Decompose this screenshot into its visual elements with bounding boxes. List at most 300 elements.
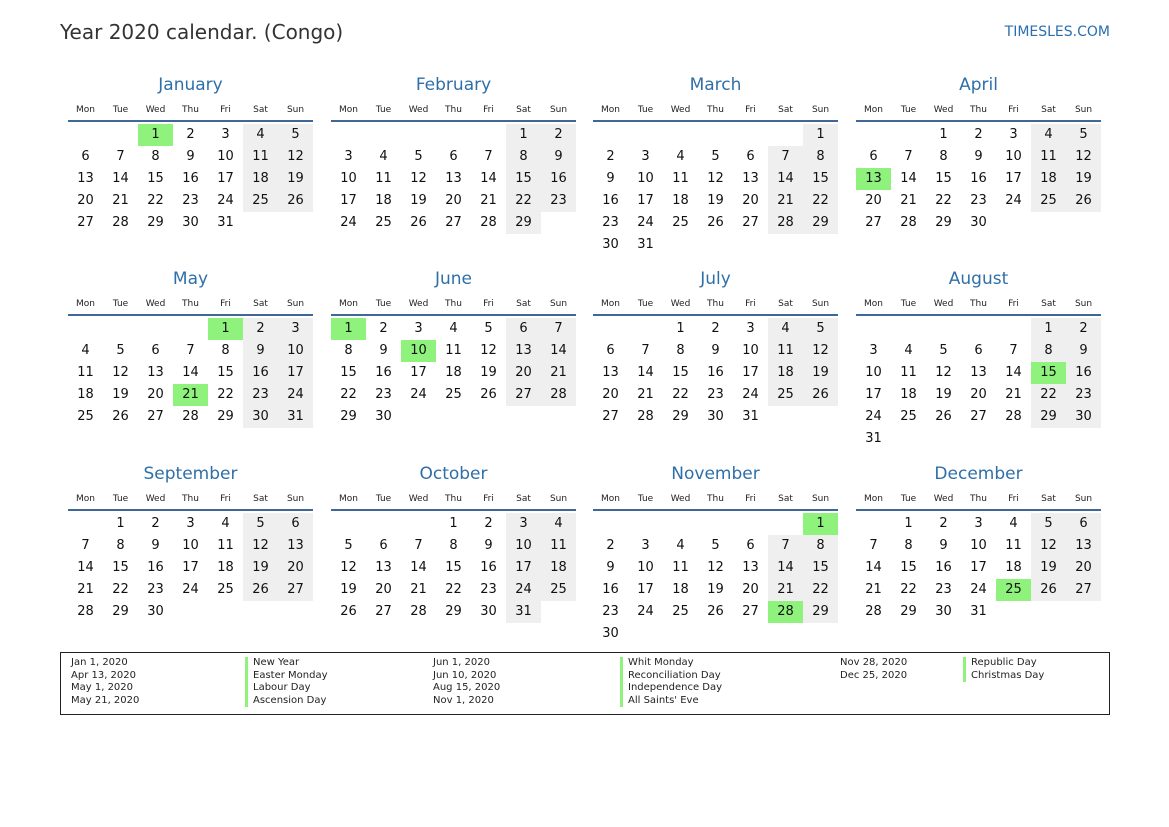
day-cell: 20 [742, 582, 759, 597]
weekday-label: Tue [375, 105, 392, 115]
empty-cell [698, 124, 733, 146]
day-cell: 18 [1031, 168, 1066, 190]
month-title: December [934, 464, 1023, 484]
day-cell: 9 [484, 538, 493, 553]
weekday-label: Mon [864, 299, 883, 309]
day-cell: 7 [484, 149, 493, 164]
day-cell: 5 [803, 318, 838, 340]
day-cell: 22 [445, 582, 462, 597]
day-cell: 9 [974, 149, 983, 164]
day-cell: 2 [243, 318, 278, 340]
weekday-header [593, 100, 838, 122]
weekday-label: Tue [637, 299, 654, 309]
weekday-label: Sat [1041, 299, 1056, 309]
month-title: April [959, 75, 998, 95]
day-cell: 18 [445, 365, 462, 380]
day-cell: 16 [1066, 362, 1101, 384]
day-grid [68, 124, 313, 234]
day-cell: 6 [606, 343, 615, 358]
day-cell: 21 [541, 362, 576, 384]
day-cell: 13 [375, 560, 392, 575]
day-cell: 28 [77, 604, 94, 619]
day-cell: 23 [541, 190, 576, 212]
day-cell: 8 [151, 149, 160, 164]
day-cell: 11 [900, 365, 917, 380]
day-cell: 8 [221, 343, 230, 358]
day-cell: 16 [480, 560, 497, 575]
day-cell: 29 [112, 604, 129, 619]
day-cell: 10 [970, 538, 987, 553]
day-cell: 10 [742, 343, 759, 358]
day-cell: 19 [707, 582, 724, 597]
day-cell: 19 [1031, 557, 1066, 579]
day-cell: 13 [1066, 535, 1101, 557]
day-cell: 19 [707, 193, 724, 208]
weekday-label: Tue [112, 494, 129, 504]
day-cell: 27 [445, 215, 462, 230]
weekday-label: Fri [1008, 299, 1019, 309]
holiday-legend [60, 652, 1110, 715]
day-cell: 12 [935, 365, 952, 380]
day-cell: 28 [541, 384, 576, 406]
empty-cell [366, 124, 401, 146]
month-august [856, 268, 1101, 450]
weekday-header [331, 294, 576, 316]
day-cell: 8 [904, 538, 913, 553]
day-cell: 11 [768, 340, 803, 362]
weekday-label: Sun [1074, 299, 1093, 309]
day-cell: 25 [541, 579, 576, 601]
weekday-header [856, 100, 1101, 122]
empty-cell [733, 124, 768, 146]
day-cell: 2 [186, 127, 195, 142]
day-cell: 15 [803, 168, 838, 190]
day-cell: 30 [707, 409, 724, 424]
day-cell: 6 [449, 149, 458, 164]
day-cell: 25 [243, 190, 278, 212]
day-cell: 8 [803, 535, 838, 557]
day-cell: 28 [410, 604, 427, 619]
day-cell: 15 [217, 365, 234, 380]
day-cell: 24 [1005, 193, 1022, 208]
weekday-label: Sun [549, 105, 568, 115]
weekday-label: Wed [670, 105, 691, 115]
weekday-label: Thu [445, 105, 462, 115]
day-cell: 11 [375, 171, 392, 186]
day-cell: 29 [803, 212, 838, 234]
day-cell: 9 [711, 343, 720, 358]
weekday-label: Mon [601, 105, 620, 115]
day-cell: 3 [278, 318, 313, 340]
day-cell: 9 [243, 340, 278, 362]
month-july [593, 268, 838, 428]
day-cell: 1 [904, 516, 913, 531]
day-cell: 18 [243, 168, 278, 190]
day-cell: 15 [340, 365, 357, 380]
weekday-label: Fri [1008, 105, 1019, 115]
day-cell: 13 [77, 171, 94, 186]
legend-holiday-name: Christmas Day [963, 670, 1044, 683]
day-cell: 24 [970, 582, 987, 597]
day-cell: 5 [243, 513, 278, 535]
day-cell: 10 [278, 340, 313, 362]
weekday-label: Sat [516, 299, 531, 309]
empty-cell [891, 318, 926, 340]
empty-cell [593, 318, 628, 340]
month-title: February [415, 75, 492, 95]
month-may [68, 268, 313, 428]
day-cell: 14 [768, 168, 803, 190]
day-grid [593, 318, 838, 428]
day-cell: 31 [506, 601, 541, 623]
day-cell: 22 [803, 190, 838, 212]
day-cell: 29 [340, 409, 357, 424]
holiday-day-cell: 21 [173, 384, 208, 406]
day-cell: 29 [900, 604, 917, 619]
month-january [68, 74, 313, 234]
day-cell: 18 [672, 582, 689, 597]
day-cell: 21 [637, 387, 654, 402]
day-cell: 22 [803, 579, 838, 601]
day-cell: 11 [217, 538, 234, 553]
day-cell: 2 [711, 321, 720, 336]
weekday-header [856, 294, 1101, 316]
day-cell: 20 [742, 193, 759, 208]
day-cell: 8 [803, 146, 838, 168]
day-cell: 23 [602, 215, 619, 230]
weekday-label: Tue [637, 494, 654, 504]
day-cell: 18 [768, 362, 803, 384]
day-cell: 19 [278, 168, 313, 190]
day-cell: 12 [803, 340, 838, 362]
weekday-label: Mon [76, 494, 95, 504]
day-cell: 11 [243, 146, 278, 168]
day-cell: 4 [243, 124, 278, 146]
day-cell: 7 [869, 538, 878, 553]
day-cell: 11 [541, 535, 576, 557]
day-cell: 1 [676, 321, 685, 336]
day-cell: 23 [970, 193, 987, 208]
day-cell: 3 [746, 321, 755, 336]
weekday-header [68, 100, 313, 122]
day-cell: 18 [77, 387, 94, 402]
empty-cell [401, 124, 436, 146]
day-cell: 17 [506, 557, 541, 579]
site-link[interactable]: TIMESLES.COM [1004, 24, 1110, 40]
day-cell: 18 [375, 193, 392, 208]
day-cell: 24 [340, 215, 357, 230]
day-cell: 31 [278, 406, 313, 428]
day-cell: 24 [637, 604, 654, 619]
month-title: September [143, 464, 238, 484]
day-cell: 23 [935, 582, 952, 597]
day-cell: 20 [602, 387, 619, 402]
weekday-header [593, 489, 838, 511]
legend-holiday-name: New Year [245, 657, 299, 670]
legend-date: Jun 10, 2020 [433, 669, 497, 681]
day-cell: 13 [445, 171, 462, 186]
day-cell: 14 [1005, 365, 1022, 380]
empty-cell [961, 318, 996, 340]
day-cell: 27 [1066, 579, 1101, 601]
weekday-label: Sun [1074, 494, 1093, 504]
weekday-label: Thu [445, 494, 462, 504]
day-cell: 26 [803, 384, 838, 406]
day-cell: 9 [1066, 340, 1101, 362]
legend-date: Nov 28, 2020 [840, 657, 908, 668]
day-cell: 29 [445, 604, 462, 619]
weekday-label: Wed [145, 105, 166, 115]
legend-holiday-name: Reconciliation Day [620, 670, 721, 683]
legend-date: Jan 1, 2020 [71, 657, 128, 668]
day-cell: 6 [278, 513, 313, 535]
day-cell: 16 [970, 171, 987, 186]
day-cell: 11 [77, 365, 94, 380]
day-cell: 31 [217, 215, 234, 230]
day-cell: 12 [480, 343, 497, 358]
day-cell: 26 [340, 604, 357, 619]
day-cell: 7 [768, 146, 803, 168]
month-title: January [158, 75, 223, 95]
day-cell: 9 [606, 560, 615, 575]
day-cell: 4 [541, 513, 576, 535]
empty-cell [856, 513, 891, 535]
weekday-label: Mon [864, 105, 883, 115]
day-cell: 3 [414, 321, 423, 336]
weekday-label: Sat [253, 105, 268, 115]
day-cell: 10 [182, 538, 199, 553]
day-cell: 22 [672, 387, 689, 402]
day-cell: 2 [974, 127, 983, 142]
day-cell: 24 [410, 387, 427, 402]
legend-date: Nov 1, 2020 [433, 694, 494, 706]
day-cell: 14 [637, 365, 654, 380]
empty-cell [856, 124, 891, 146]
weekday-label: Fri [1008, 494, 1019, 504]
day-cell: 1 [1031, 318, 1066, 340]
day-cell: 15 [803, 557, 838, 579]
day-cell: 12 [243, 535, 278, 557]
day-cell: 10 [1005, 149, 1022, 164]
day-cell: 17 [410, 365, 427, 380]
day-cell: 20 [506, 362, 541, 384]
day-cell: 15 [935, 171, 952, 186]
day-cell: 10 [340, 171, 357, 186]
empty-cell [593, 513, 628, 535]
day-cell: 18 [900, 387, 917, 402]
weekday-label: Wed [408, 494, 429, 504]
day-cell: 31 [865, 431, 882, 446]
empty-cell [366, 513, 401, 535]
empty-cell [103, 124, 138, 146]
day-cell: 17 [637, 582, 654, 597]
day-cell: 19 [935, 387, 952, 402]
empty-cell [103, 318, 138, 340]
day-cell: 29 [672, 409, 689, 424]
day-cell: 2 [484, 516, 493, 531]
day-cell: 4 [768, 318, 803, 340]
month-title: November [671, 464, 760, 484]
day-cell: 4 [1031, 124, 1066, 146]
day-cell: 7 [641, 343, 650, 358]
day-cell: 15 [112, 560, 129, 575]
day-cell: 27 [602, 409, 619, 424]
empty-cell [996, 318, 1031, 340]
day-cell: 12 [112, 365, 129, 380]
empty-cell [856, 318, 891, 340]
day-cell: 3 [344, 149, 353, 164]
day-cell: 16 [182, 171, 199, 186]
weekday-header [68, 294, 313, 316]
day-cell: 16 [243, 362, 278, 384]
day-cell: 1 [116, 516, 125, 531]
weekday-label: Wed [933, 494, 954, 504]
day-cell: 23 [182, 193, 199, 208]
weekday-label: Wed [408, 299, 429, 309]
day-cell: 13 [506, 340, 541, 362]
day-cell: 20 [375, 582, 392, 597]
day-cell: 5 [1066, 124, 1101, 146]
day-cell: 18 [217, 560, 234, 575]
day-cell: 25 [217, 582, 234, 597]
day-grid [331, 513, 576, 623]
day-cell: 12 [278, 146, 313, 168]
day-cell: 25 [375, 215, 392, 230]
day-cell: 28 [865, 604, 882, 619]
weekday-label: Tue [112, 299, 129, 309]
weekday-label: Tue [900, 299, 917, 309]
weekday-label: Sat [516, 494, 531, 504]
day-cell: 16 [707, 365, 724, 380]
day-cell: 3 [869, 343, 878, 358]
weekday-label: Sun [286, 105, 305, 115]
day-cell: 28 [768, 212, 803, 234]
day-cell: 30 [375, 409, 392, 424]
month-october [331, 463, 576, 623]
day-cell: 28 [112, 215, 129, 230]
day-cell: 5 [344, 538, 353, 553]
day-cell: 5 [116, 343, 125, 358]
day-cell: 26 [480, 387, 497, 402]
day-cell: 26 [707, 604, 724, 619]
day-cell: 17 [182, 560, 199, 575]
weekday-header [331, 489, 576, 511]
weekday-label: Fri [220, 494, 231, 504]
day-cell: 19 [340, 582, 357, 597]
weekday-label: Fri [745, 299, 756, 309]
day-cell: 27 [278, 579, 313, 601]
day-cell: 25 [900, 409, 917, 424]
day-cell: 23 [480, 582, 497, 597]
empty-cell [663, 124, 698, 146]
legend-holiday-name: Easter Monday [245, 670, 328, 683]
day-cell: 20 [865, 193, 882, 208]
day-cell: 16 [602, 582, 619, 597]
day-cell: 4 [221, 516, 230, 531]
day-cell: 26 [410, 215, 427, 230]
day-cell: 1 [939, 127, 948, 142]
day-cell: 7 [414, 538, 423, 553]
day-cell: 6 [1066, 513, 1101, 535]
day-cell: 23 [147, 582, 164, 597]
day-cell: 20 [1066, 557, 1101, 579]
day-cell: 12 [340, 560, 357, 575]
day-cell: 17 [742, 365, 759, 380]
day-cell: 19 [410, 193, 427, 208]
day-cell: 11 [1005, 538, 1022, 553]
empty-cell [173, 318, 208, 340]
page-title: Year 2020 calendar. (Congo) [60, 20, 344, 44]
day-cell: 2 [1066, 318, 1101, 340]
month-november [593, 463, 838, 645]
day-cell: 29 [803, 601, 838, 623]
weekday-label: Sat [1041, 494, 1056, 504]
day-cell: 4 [676, 538, 685, 553]
day-cell: 22 [340, 387, 357, 402]
holiday-day-cell: 15 [1031, 362, 1066, 384]
day-cell: 2 [541, 124, 576, 146]
weekday-label: Mon [76, 299, 95, 309]
day-cell: 6 [151, 343, 160, 358]
month-title: May [172, 269, 209, 289]
year-calendar [68, 74, 1102, 644]
day-cell: 4 [904, 343, 913, 358]
month-february [331, 74, 576, 234]
day-cell: 29 [147, 215, 164, 230]
weekday-label: Sat [253, 494, 268, 504]
day-cell: 25 [672, 215, 689, 230]
empty-cell [628, 124, 663, 146]
day-grid [593, 513, 838, 645]
day-cell: 10 [637, 560, 654, 575]
day-cell: 17 [865, 387, 882, 402]
day-cell: 12 [410, 171, 427, 186]
month-september [68, 463, 313, 623]
day-cell: 3 [641, 149, 650, 164]
day-cell: 2 [379, 321, 388, 336]
weekday-label: Mon [339, 494, 358, 504]
day-cell: 14 [865, 560, 882, 575]
day-cell: 12 [1031, 535, 1066, 557]
weekday-label: Sat [778, 105, 793, 115]
day-cell: 16 [602, 193, 619, 208]
day-cell: 27 [147, 409, 164, 424]
holiday-day-cell: 1 [803, 513, 838, 535]
day-cell: 26 [1031, 579, 1066, 601]
day-cell: 8 [449, 538, 458, 553]
day-cell: 11 [672, 171, 689, 186]
day-cell: 20 [278, 557, 313, 579]
day-cell: 5 [414, 149, 423, 164]
day-cell: 5 [939, 343, 948, 358]
weekday-label: Sun [811, 299, 830, 309]
day-grid [331, 124, 576, 234]
weekday-label: Thu [707, 494, 724, 504]
empty-cell [471, 124, 506, 146]
empty-cell [138, 318, 173, 340]
weekday-label: Sun [1074, 105, 1093, 115]
day-grid [593, 124, 838, 256]
day-cell: 2 [151, 516, 160, 531]
day-cell: 22 [900, 582, 917, 597]
month-april [856, 74, 1101, 234]
day-cell: 7 [1009, 343, 1018, 358]
day-cell: 2 [606, 538, 615, 553]
day-cell: 19 [112, 387, 129, 402]
weekday-label: Wed [933, 299, 954, 309]
day-cell: 13 [742, 560, 759, 575]
day-cell: 6 [869, 149, 878, 164]
